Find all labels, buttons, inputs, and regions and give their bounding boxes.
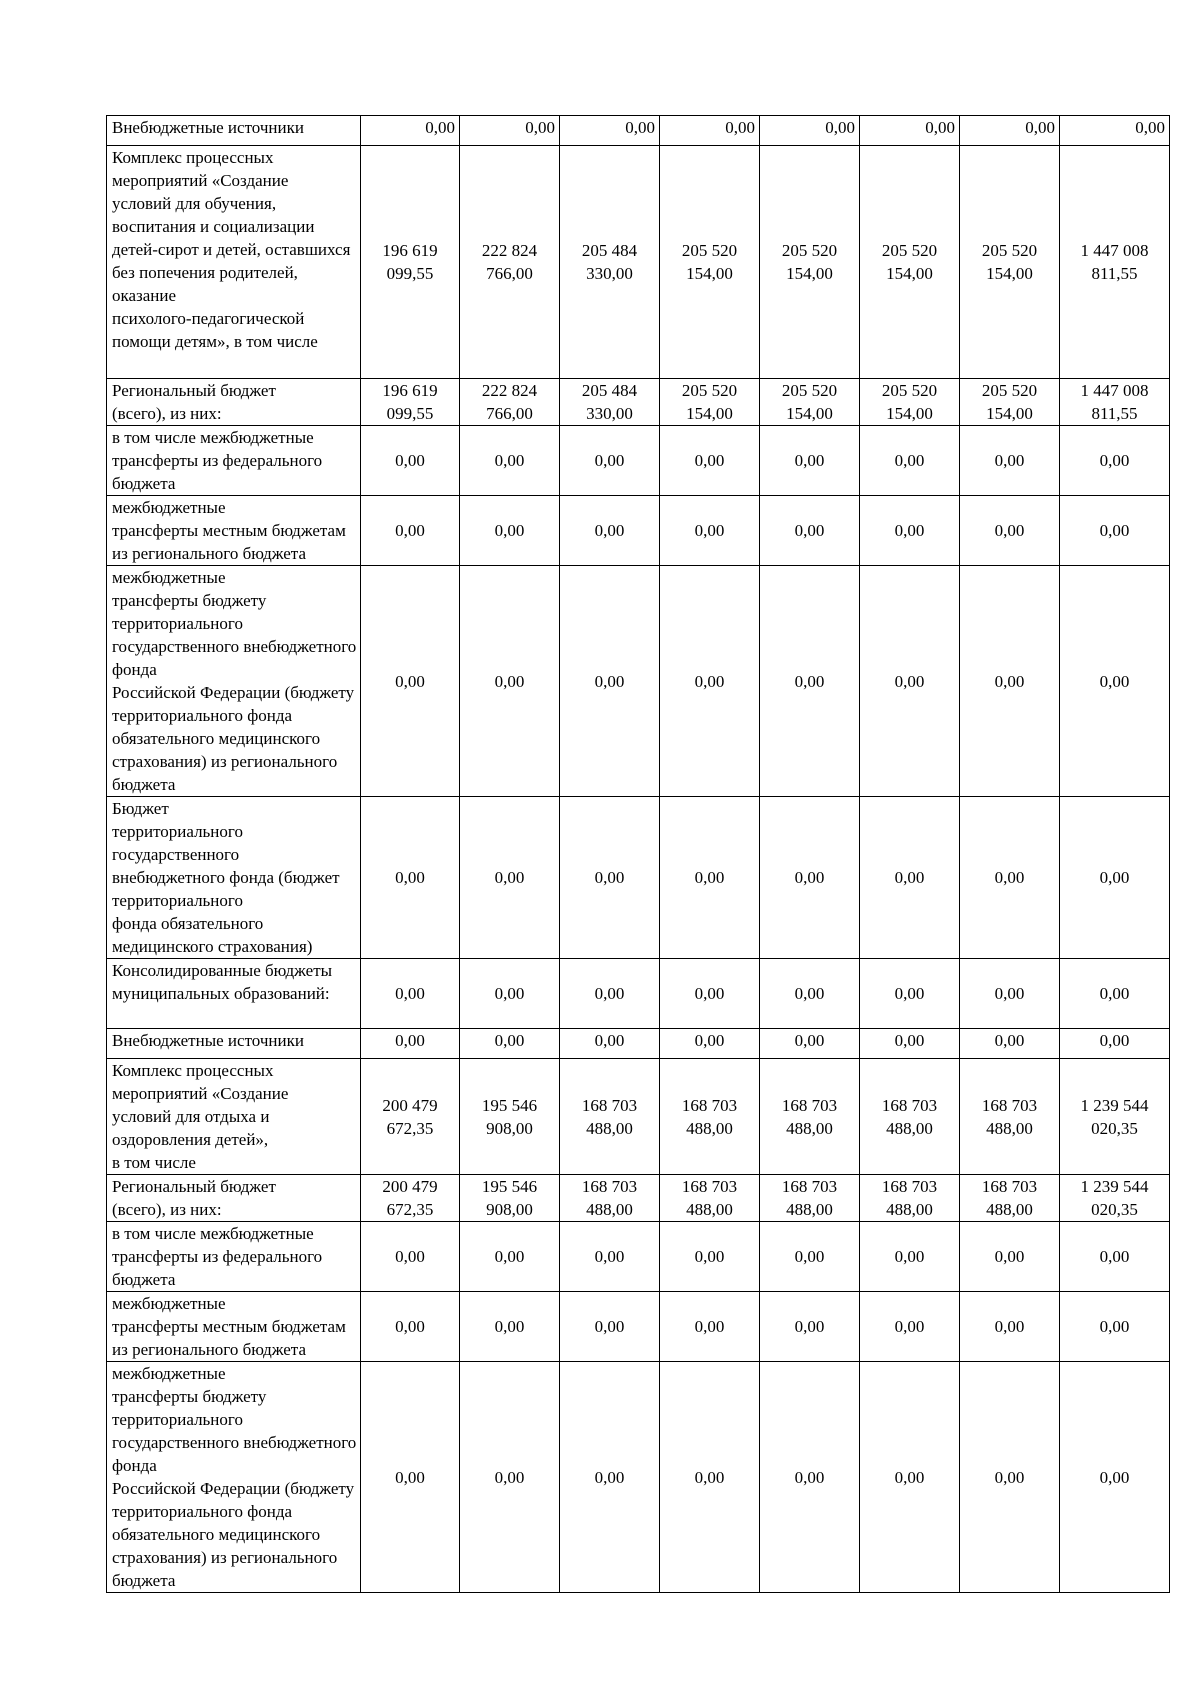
table-row <box>107 1059 1170 1175</box>
value-cell: 0,00 <box>1060 426 1170 496</box>
value-cell: 168 703 488,00 <box>560 1175 660 1222</box>
value-cell: 168 703 488,00 <box>660 1059 760 1175</box>
row-label: Комплекс процессных мероприятий «Создание условий для отдыха и оздоровления детей», в том числе <box>107 1059 361 1175</box>
value-cell: 0,00 <box>760 116 860 146</box>
value-cell: 0,00 <box>860 1292 960 1362</box>
value-cell: 0,00 <box>560 496 660 566</box>
value-cell: 205 484 330,00 <box>560 146 660 379</box>
table-row <box>107 496 1170 566</box>
value-cell: 0,00 <box>560 116 660 146</box>
table-row <box>107 1222 1170 1292</box>
value-cell: 205 520 154,00 <box>760 379 860 426</box>
value-cell: 196 619 099,55 <box>361 146 460 379</box>
row-label: Внебюджетные источники <box>107 1029 361 1059</box>
table-row <box>107 566 1170 797</box>
value-cell: 1 447 008 811,55 <box>1060 379 1170 426</box>
value-cell: 0,00 <box>560 1222 660 1292</box>
value-cell: 0,00 <box>560 1029 660 1059</box>
value-cell: 0,00 <box>760 959 860 1029</box>
value-cell: 0,00 <box>960 566 1060 797</box>
row-label: Региональный бюджет (всего), из них: <box>107 379 361 426</box>
row-label: Региональный бюджет (всего), из них: <box>107 1175 361 1222</box>
value-cell: 168 703 488,00 <box>560 1059 660 1175</box>
budget-table <box>106 115 1170 1593</box>
value-cell: 0,00 <box>760 426 860 496</box>
value-cell: 0,00 <box>860 116 960 146</box>
value-cell: 196 619 099,55 <box>361 379 460 426</box>
value-cell: 205 520 154,00 <box>860 379 960 426</box>
value-cell: 0,00 <box>960 1292 1060 1362</box>
value-cell: 0,00 <box>1060 566 1170 797</box>
value-cell: 200 479 672,35 <box>361 1059 460 1175</box>
value-cell: 0,00 <box>361 1029 460 1059</box>
table-row <box>107 379 1170 426</box>
value-cell: 0,00 <box>760 797 860 959</box>
table-row <box>107 1362 1170 1593</box>
value-cell: 200 479 672,35 <box>361 1175 460 1222</box>
value-cell: 0,00 <box>361 1292 460 1362</box>
value-cell: 0,00 <box>560 1362 660 1593</box>
value-cell: 0,00 <box>361 496 460 566</box>
row-label: межбюджетные трансферты местным бюджетам из регионального бюджета <box>107 496 361 566</box>
value-cell: 0,00 <box>660 566 760 797</box>
value-cell: 168 703 488,00 <box>760 1059 860 1175</box>
value-cell: 0,00 <box>1060 1222 1170 1292</box>
value-cell: 168 703 488,00 <box>760 1175 860 1222</box>
table-row <box>107 1175 1170 1222</box>
value-cell: 0,00 <box>361 566 460 797</box>
value-cell: 0,00 <box>660 1222 760 1292</box>
value-cell: 195 546 908,00 <box>460 1059 560 1175</box>
value-cell: 0,00 <box>760 496 860 566</box>
value-cell: 205 484 330,00 <box>560 379 660 426</box>
value-cell: 0,00 <box>760 1362 860 1593</box>
value-cell: 0,00 <box>960 959 1060 1029</box>
value-cell: 205 520 154,00 <box>960 379 1060 426</box>
value-cell: 0,00 <box>1060 496 1170 566</box>
value-cell: 0,00 <box>361 797 460 959</box>
table-row <box>107 797 1170 959</box>
value-cell: 0,00 <box>860 797 960 959</box>
value-cell: 168 703 488,00 <box>960 1059 1060 1175</box>
value-cell: 0,00 <box>960 1362 1060 1593</box>
value-cell: 0,00 <box>460 959 560 1029</box>
value-cell: 0,00 <box>660 1292 760 1362</box>
value-cell: 0,00 <box>660 116 760 146</box>
row-label: Бюджет территориального государственного внебюджетного фонда (бюджет территориального фонда обязательного медицинского страхования) <box>107 797 361 959</box>
value-cell: 0,00 <box>860 1222 960 1292</box>
value-cell: 0,00 <box>960 1222 1060 1292</box>
value-cell: 168 703 488,00 <box>860 1059 960 1175</box>
value-cell: 222 824 766,00 <box>460 379 560 426</box>
value-cell: 0,00 <box>960 116 1060 146</box>
value-cell: 0,00 <box>760 1292 860 1362</box>
value-cell: 0,00 <box>361 1222 460 1292</box>
value-cell: 0,00 <box>860 959 960 1029</box>
value-cell: 0,00 <box>560 566 660 797</box>
value-cell: 0,00 <box>760 1222 860 1292</box>
value-cell: 168 703 488,00 <box>860 1175 960 1222</box>
value-cell: 0,00 <box>361 1362 460 1593</box>
value-cell: 0,00 <box>1060 116 1170 146</box>
value-cell: 0,00 <box>1060 797 1170 959</box>
row-label: в том числе межбюджетные трансферты из федерального бюджета <box>107 426 361 496</box>
value-cell: 0,00 <box>361 116 460 146</box>
value-cell: 205 520 154,00 <box>860 146 960 379</box>
row-label: Внебюджетные источники <box>107 116 361 146</box>
value-cell: 205 520 154,00 <box>960 146 1060 379</box>
value-cell: 0,00 <box>460 116 560 146</box>
table-row <box>107 1029 1170 1059</box>
value-cell: 0,00 <box>960 1029 1060 1059</box>
value-cell: 168 703 488,00 <box>960 1175 1060 1222</box>
value-cell: 1 239 544 020,35 <box>1060 1175 1170 1222</box>
value-cell: 0,00 <box>361 426 460 496</box>
value-cell: 205 520 154,00 <box>760 146 860 379</box>
value-cell: 0,00 <box>460 1292 560 1362</box>
table-row <box>107 1292 1170 1362</box>
value-cell: 0,00 <box>460 496 560 566</box>
value-cell: 0,00 <box>560 959 660 1029</box>
value-cell: 1 447 008 811,55 <box>1060 146 1170 379</box>
table-body <box>107 116 1170 1593</box>
value-cell: 0,00 <box>460 426 560 496</box>
row-label: Комплекс процессных мероприятий «Создание условий для обучения, воспитания и социализации детей-сирот и детей, оставшихся без попечения родителей, оказание психолого-педагогической помощи детям», в том числе <box>107 146 361 379</box>
value-cell: 0,00 <box>361 959 460 1029</box>
value-cell: 0,00 <box>460 797 560 959</box>
table-row <box>107 426 1170 496</box>
row-label: Консолидированные бюджеты муниципальных образований: <box>107 959 361 1029</box>
value-cell: 0,00 <box>1060 1029 1170 1059</box>
value-cell: 0,00 <box>660 426 760 496</box>
value-cell: 0,00 <box>560 426 660 496</box>
table-row <box>107 116 1170 146</box>
value-cell: 195 546 908,00 <box>460 1175 560 1222</box>
value-cell: 0,00 <box>760 1029 860 1059</box>
value-cell: 0,00 <box>460 566 560 797</box>
row-label: межбюджетные трансферты местным бюджетам из регионального бюджета <box>107 1292 361 1362</box>
value-cell: 0,00 <box>660 1362 760 1593</box>
row-label: межбюджетные трансферты бюджету территориального государственного внебюджетного фонда Российской Федерации (бюджету территориального фонда обязательного медицинского страхования) из регионального бюджета <box>107 1362 361 1593</box>
value-cell: 222 824 766,00 <box>460 146 560 379</box>
value-cell: 0,00 <box>1060 1292 1170 1362</box>
value-cell: 205 520 154,00 <box>660 379 760 426</box>
value-cell: 0,00 <box>1060 1362 1170 1593</box>
value-cell: 0,00 <box>860 1029 960 1059</box>
value-cell: 0,00 <box>560 797 660 959</box>
value-cell: 0,00 <box>460 1222 560 1292</box>
value-cell: 0,00 <box>960 426 1060 496</box>
value-cell: 0,00 <box>660 797 760 959</box>
value-cell: 0,00 <box>960 797 1060 959</box>
value-cell: 168 703 488,00 <box>660 1175 760 1222</box>
row-label: в том числе межбюджетные трансферты из федерального бюджета <box>107 1222 361 1292</box>
table-row <box>107 959 1170 1029</box>
value-cell: 0,00 <box>460 1362 560 1593</box>
value-cell: 1 239 544 020,35 <box>1060 1059 1170 1175</box>
value-cell: 0,00 <box>760 566 860 797</box>
value-cell: 0,00 <box>560 1292 660 1362</box>
value-cell: 0,00 <box>860 566 960 797</box>
table-row <box>107 146 1170 379</box>
value-cell: 0,00 <box>1060 959 1170 1029</box>
value-cell: 0,00 <box>660 496 760 566</box>
value-cell: 0,00 <box>460 1029 560 1059</box>
value-cell: 0,00 <box>860 1362 960 1593</box>
row-label: межбюджетные трансферты бюджету территориального государственного внебюджетного фонда Российской Федерации (бюджету территориального фонда обязательного медицинского страхования) из регионального бюджета <box>107 566 361 797</box>
value-cell: 0,00 <box>960 496 1060 566</box>
value-cell: 205 520 154,00 <box>660 146 760 379</box>
value-cell: 0,00 <box>660 1029 760 1059</box>
value-cell: 0,00 <box>860 496 960 566</box>
value-cell: 0,00 <box>860 426 960 496</box>
value-cell: 0,00 <box>660 959 760 1029</box>
